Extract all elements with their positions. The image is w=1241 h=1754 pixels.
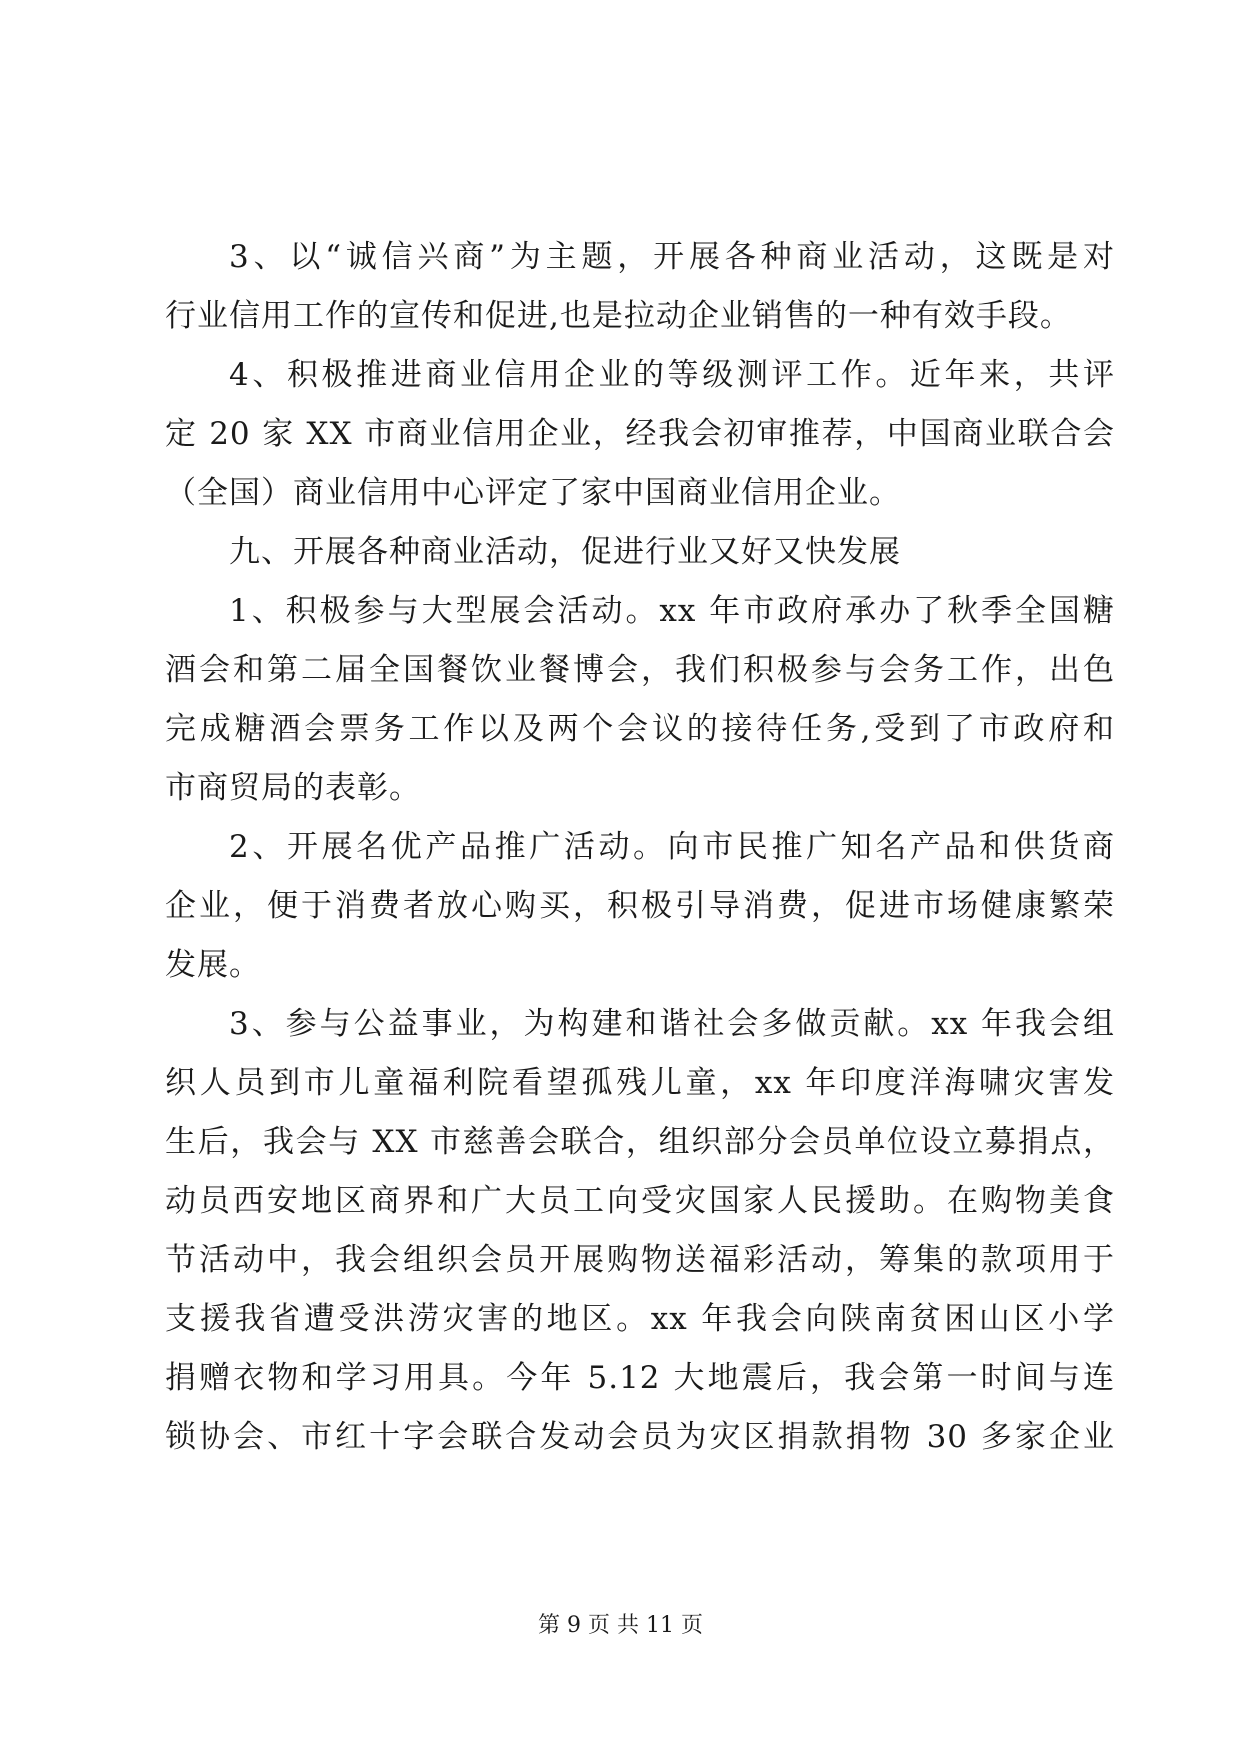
text-line: 节活动中，我会组织会员开展购物送福彩活动，筹集的款项用于 [165,1242,1115,1278]
text-line: 定 20 家 XX 市商业信用企业，经我会初审推荐，中国商业联合会 [165,416,1115,452]
text-line: 2、开展名优产品推广活动。向市民推广知名产品和供货商 [229,829,1115,865]
text-line: 织人员到市儿童福利院看望孤残儿童，xx 年印度洋海啸灾害发 [165,1065,1115,1101]
text-line: 动员西安地区商界和广大员工向受灾国家人民援助。在购物美食 [165,1183,1115,1219]
text-line: 锁协会、市红十字会联合发动会员为灾区捐款捐物 30 多家企业 [165,1419,1115,1455]
text-line: 支援我省遭受洪涝灾害的地区。xx 年我会向陕南贫困山区小学 [165,1301,1115,1337]
text-line: （全国）商业信用中心评定了家中国商业信用企业。 [165,475,901,511]
text-line: 企业，便于消费者放心购买，积极引导消费，促进市场健康繁荣 [165,888,1115,924]
text-line: 4、积极推进商业信用企业的等级测评工作。近年来，共评 [229,357,1115,393]
page-number-footer: 第 9 页 共 11 页 [538,1613,703,1638]
text-line: 市商贸局的表彰。 [165,770,421,806]
text-line: 捐赠衣物和学习用具。今年 5.12 大地震后，我会第一时间与连 [165,1360,1115,1396]
text-line: 完成糖酒会票务工作以及两个会议的接待任务,受到了市政府和 [165,711,1115,747]
text-line: 1、积极参与大型展会活动。xx 年市政府承办了秋季全国糖 [229,593,1115,629]
text-line: 行业信用工作的宣传和促进,也是拉动企业销售的一种有效手段。 [165,298,1072,334]
text-line: 生后，我会与 XX 市慈善会联合，组织部分会员单位设立募捐点， [165,1124,1115,1160]
text-line: 3、以“诚信兴商”为主题，开展各种商业活动，这既是对 [229,239,1115,275]
document-body [165,228,1115,1467]
text-line: 发展。 [165,947,261,983]
text-line: 酒会和第二届全国餐饮业餐博会，我们积极参与会务工作，出色 [165,652,1115,688]
section-heading: 九、开展各种商业活动，促进行业又好又快发展 [229,534,901,570]
text-line: 3、参与公益事业，为构建和谐社会多做贡献。xx 年我会组 [229,1006,1115,1042]
